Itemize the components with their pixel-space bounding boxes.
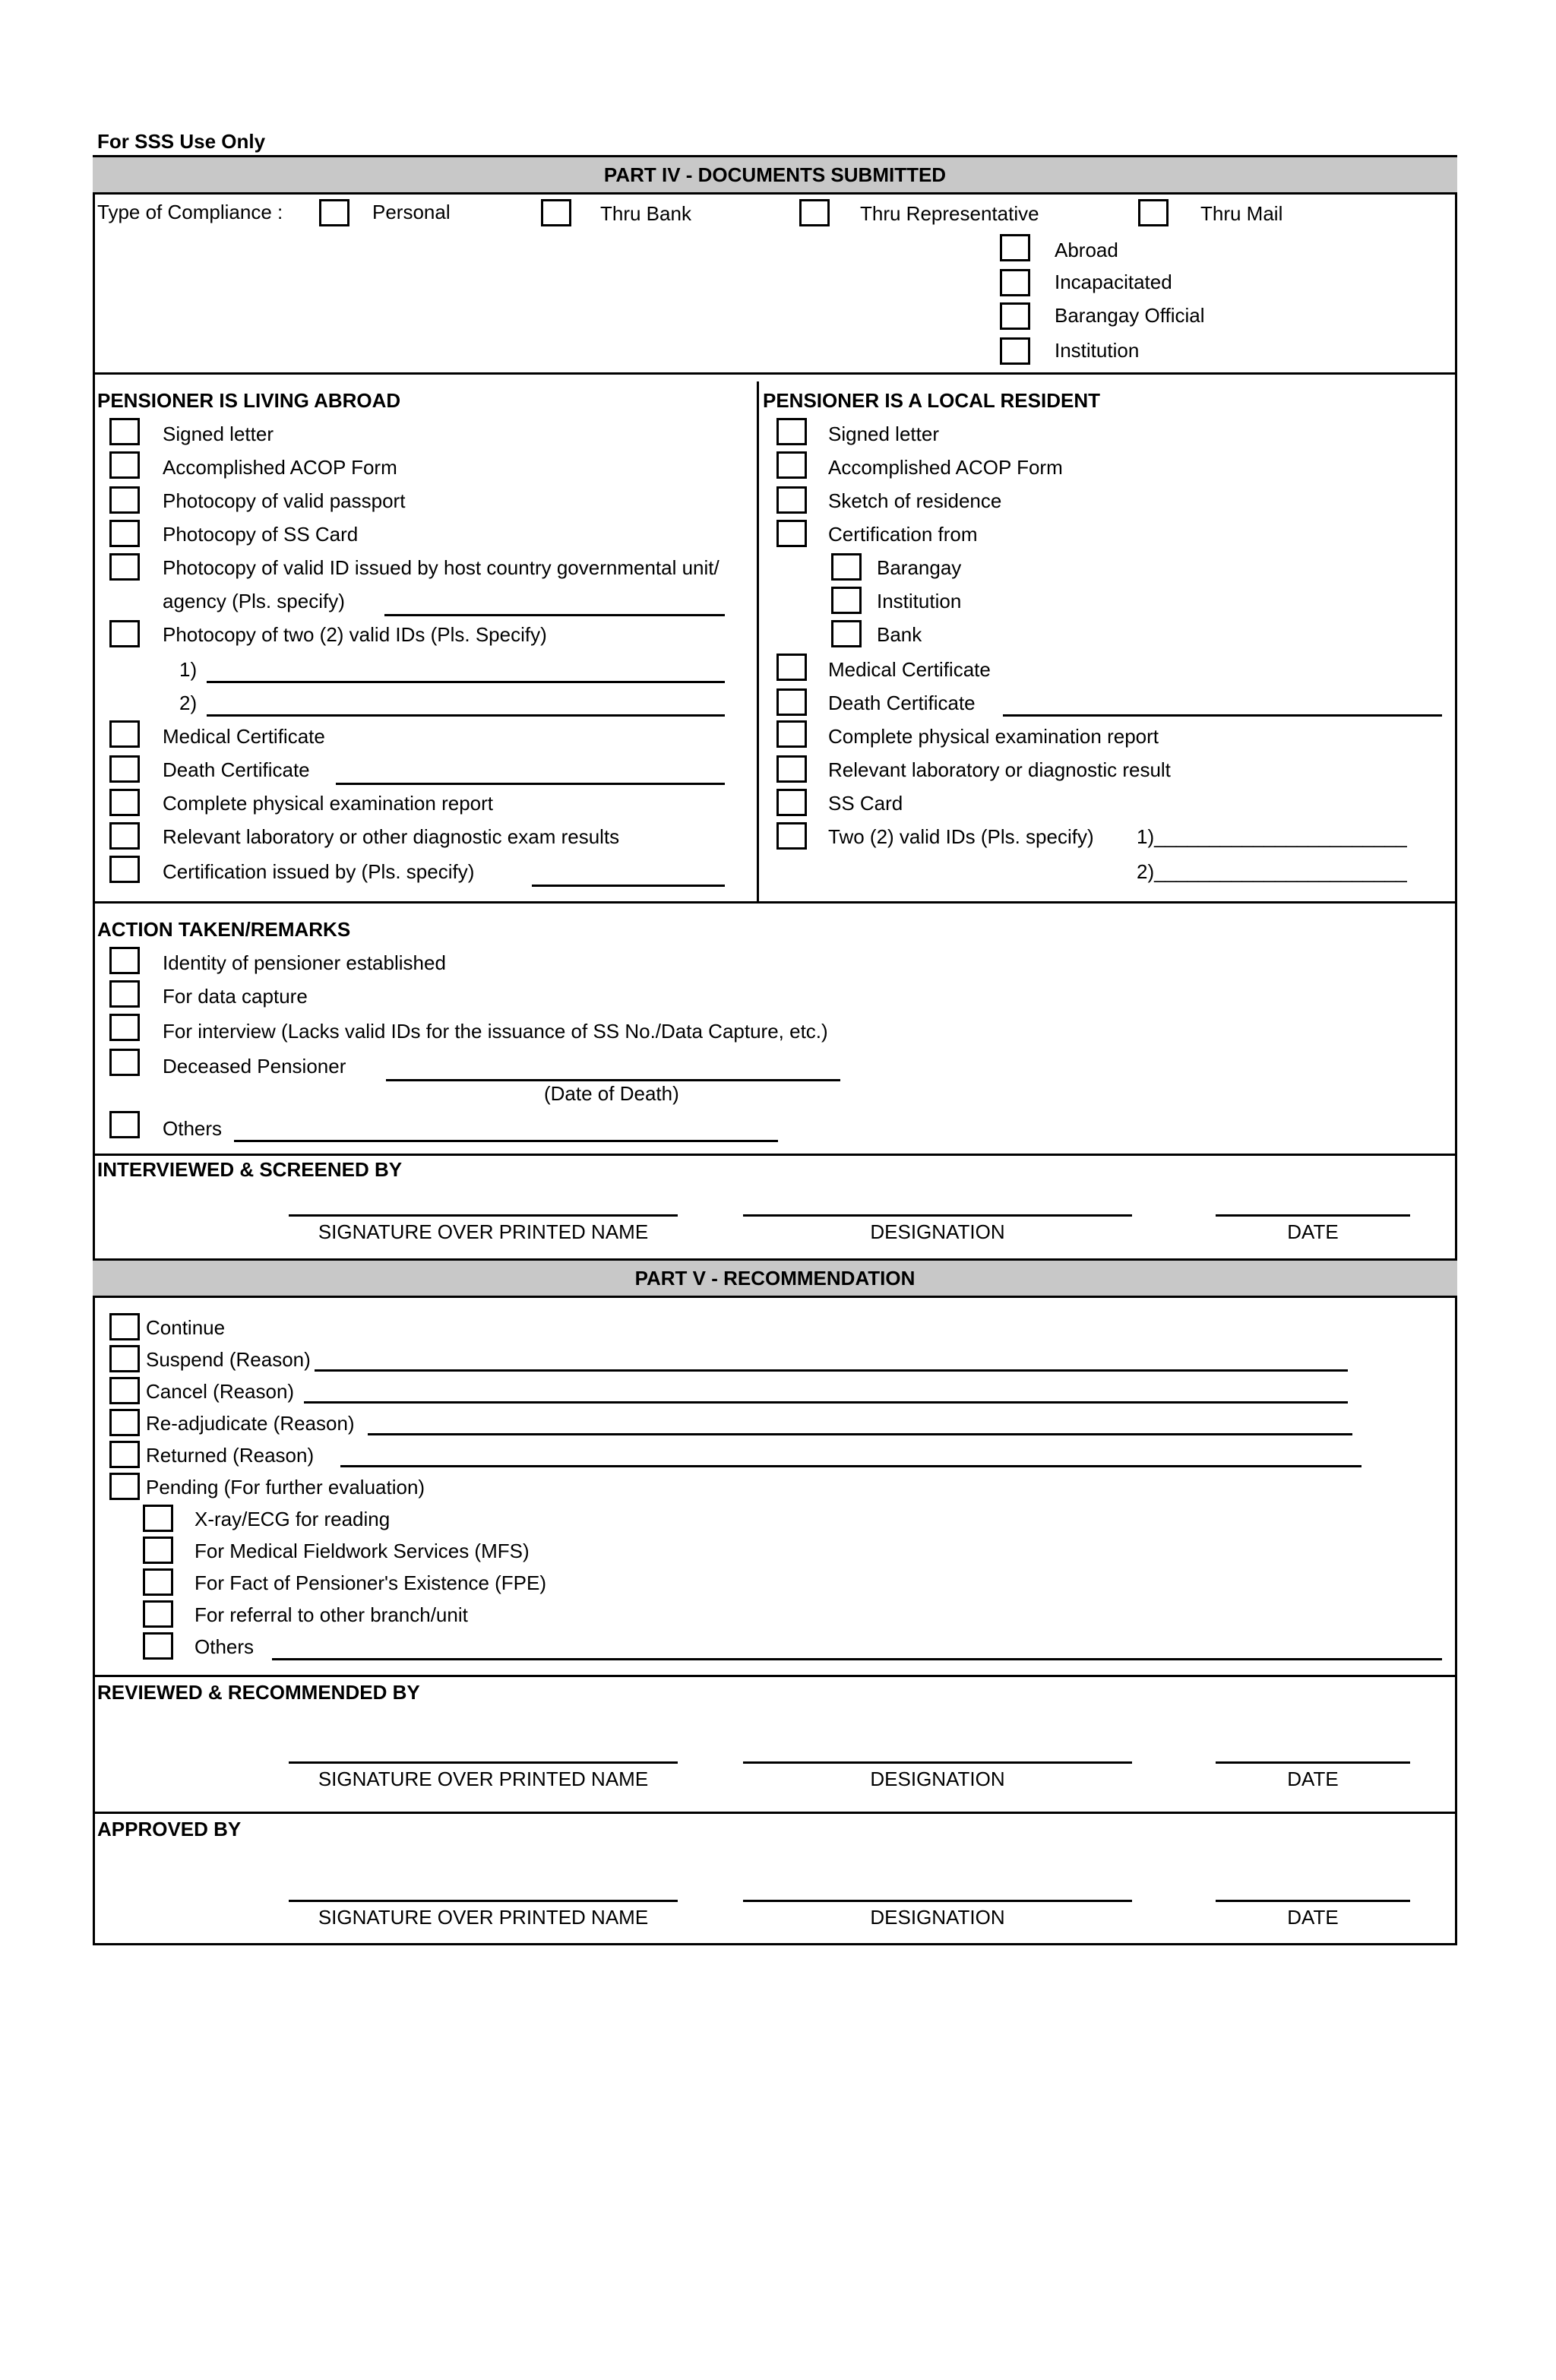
abroad-item: Photocopy of valid ID issued by host country governmental unit/	[163, 556, 719, 579]
divider	[93, 1812, 1457, 1814]
local-item: Bank	[877, 623, 922, 646]
cancel-reason-line[interactable]	[304, 1401, 1348, 1404]
abroad-id1-line[interactable]	[207, 681, 725, 683]
action-item: Identity of pensioner established	[163, 951, 446, 974]
recommendation-item: Pending (For further evaluation)	[146, 1476, 425, 1499]
checkbox-abroad-ss-card[interactable]	[109, 520, 140, 547]
designation-label: DESIGNATION	[870, 1906, 1005, 1929]
checkbox-abroad-certification[interactable]	[109, 856, 140, 883]
checkbox-suspend[interactable]	[109, 1345, 140, 1372]
checkbox-rep-barangay[interactable]	[1000, 302, 1030, 330]
checkbox-local-institution[interactable]	[831, 587, 862, 614]
checkbox-local-signed-letter[interactable]	[776, 418, 807, 445]
checkbox-action-others[interactable]	[109, 1111, 140, 1138]
reviewed-designation-line[interactable]	[743, 1761, 1132, 1764]
local-item: Accomplished ACOP Form	[828, 456, 1063, 479]
checkbox-abroad-signed-letter[interactable]	[109, 418, 140, 445]
checkbox-rep-institution[interactable]	[1000, 337, 1030, 365]
local-id2: 2)_______________________	[1137, 860, 1407, 883]
local-item: SS Card	[828, 792, 903, 815]
checkbox-continue[interactable]	[109, 1313, 140, 1340]
abroad-item: Death Certificate	[163, 758, 310, 781]
checkbox-abroad-passport[interactable]	[109, 486, 140, 514]
abroad-item: Photocopy of two (2) valid IDs (Pls. Specify)	[163, 623, 547, 646]
checkbox-abroad-physical[interactable]	[109, 789, 140, 816]
checkbox-local-sketch[interactable]	[776, 486, 807, 514]
checkbox-local-medical[interactable]	[776, 654, 807, 681]
abroad-item: Medical Certificate	[163, 725, 325, 748]
checkbox-local-death[interactable]	[776, 688, 807, 716]
checkbox-abroad-medical[interactable]	[109, 720, 140, 748]
suspend-reason-line[interactable]	[315, 1369, 1348, 1372]
pending-sub-item: X-ray/ECG for reading	[194, 1508, 391, 1530]
interviewed-signature-line[interactable]	[289, 1214, 678, 1217]
action-others-line[interactable]	[234, 1140, 778, 1142]
checkbox-action-identity[interactable]	[109, 947, 140, 974]
action-item: For interview (Lacks valid IDs for the issuance of SS No./Data Capture, etc.)	[163, 1020, 828, 1043]
compliance-mail-label: Thru Mail	[1200, 202, 1283, 225]
recommendation-item: Re-adjudicate (Reason)	[146, 1412, 355, 1435]
signature-label: SIGNATURE OVER PRINTED NAME	[318, 1906, 649, 1929]
checkbox-xray[interactable]	[143, 1505, 173, 1532]
checkbox-thru-bank[interactable]	[541, 199, 571, 226]
checkbox-personal[interactable]	[319, 199, 349, 226]
local-id1: 1)_______________________	[1137, 825, 1407, 848]
checkbox-action-interview[interactable]	[109, 1014, 140, 1041]
compliance-personal-label: Personal	[372, 201, 451, 223]
divider	[93, 372, 1457, 375]
rep-institution-label: Institution	[1055, 339, 1140, 362]
date-label: DATE	[1287, 1220, 1339, 1243]
checkbox-abroad-two-ids[interactable]	[109, 620, 140, 647]
local-item: Death Certificate	[828, 692, 976, 714]
abroad-title: PENSIONER IS LIVING ABROAD	[97, 389, 401, 412]
compliance-label: Type of Compliance :	[97, 201, 283, 223]
sss-use-only-label: For SSS Use Only	[97, 130, 266, 153]
designation-label: DESIGNATION	[870, 1768, 1005, 1790]
checkbox-local-ss-card[interactable]	[776, 789, 807, 816]
checkbox-local-barangay[interactable]	[831, 553, 862, 581]
date-label: DATE	[1287, 1768, 1339, 1790]
recommendation-item: Suspend (Reason)	[146, 1348, 311, 1371]
rep-barangay-label: Barangay Official	[1055, 304, 1205, 327]
reviewed-title: REVIEWED & RECOMMENDED BY	[97, 1681, 420, 1704]
pending-sub-item: For Fact of Pensioner's Existence (FPE)	[194, 1571, 547, 1594]
abroad-item: Complete physical examination report	[163, 792, 493, 815]
checkbox-local-acop[interactable]	[776, 451, 807, 479]
abroad-item: Certification issued by (Pls. specify)	[163, 860, 475, 883]
divider	[93, 901, 1457, 904]
local-item: Institution	[877, 590, 962, 612]
part5-header: PART V - RECOMMENDATION	[93, 1258, 1457, 1298]
interviewed-designation-line[interactable]	[743, 1214, 1132, 1217]
checkbox-local-lab[interactable]	[776, 755, 807, 783]
local-title: PENSIONER IS A LOCAL RESIDENT	[763, 389, 1100, 412]
local-item: Signed letter	[828, 423, 939, 445]
readjudicate-reason-line[interactable]	[368, 1433, 1352, 1435]
designation-label: DESIGNATION	[870, 1220, 1005, 1243]
checkbox-abroad-lab[interactable]	[109, 822, 140, 850]
local-item: Medical Certificate	[828, 658, 991, 681]
local-item: Sketch of residence	[828, 489, 1002, 512]
interviewed-title: INTERVIEWED & SCREENED BY	[97, 1158, 403, 1181]
checkbox-abroad-acop[interactable]	[109, 451, 140, 479]
action-item: Others	[163, 1117, 223, 1140]
abroad-agency-line[interactable]	[384, 614, 725, 616]
checkbox-thru-representative[interactable]	[799, 199, 830, 226]
checkbox-local-certification[interactable]	[776, 520, 807, 547]
checkbox-action-data-capture[interactable]	[109, 980, 140, 1008]
signature-label: SIGNATURE OVER PRINTED NAME	[318, 1220, 649, 1243]
approved-date-line[interactable]	[1216, 1900, 1410, 1902]
part4-header: PART IV - DOCUMENTS SUBMITTED	[93, 155, 1457, 195]
abroad-item: Accomplished ACOP Form	[163, 456, 397, 479]
abroad-id2-label: 2)	[179, 692, 198, 714]
checkbox-returned[interactable]	[109, 1441, 140, 1468]
checkbox-action-deceased[interactable]	[109, 1049, 140, 1076]
action-title: ACTION TAKEN/REMARKS	[97, 918, 351, 941]
checkbox-abroad-valid-id[interactable]	[109, 553, 140, 581]
checkbox-fpe[interactable]	[143, 1568, 173, 1596]
checkbox-pending[interactable]	[109, 1473, 140, 1500]
local-item: Certification from	[828, 523, 978, 546]
rep-abroad-label: Abroad	[1055, 239, 1118, 261]
abroad-item: Photocopy of SS Card	[163, 523, 359, 546]
local-item: Relevant laboratory or diagnostic result	[828, 758, 1171, 781]
approved-signature-line[interactable]	[289, 1900, 678, 1902]
local-item: Complete physical examination report	[828, 725, 1159, 748]
approved-title: APPROVED BY	[97, 1818, 242, 1840]
local-item: Two (2) valid IDs (Pls. specify)	[828, 825, 1094, 848]
approved-designation-line[interactable]	[743, 1900, 1132, 1902]
abroad-death-line[interactable]	[336, 783, 725, 785]
abroad-item: Signed letter	[163, 423, 274, 445]
recommendation-item: Cancel (Reason)	[146, 1380, 295, 1403]
checkbox-local-two-ids[interactable]	[776, 822, 807, 850]
pending-sub-item: For referral to other branch/unit	[194, 1603, 468, 1626]
checkbox-local-physical[interactable]	[776, 720, 807, 748]
pending-sub-item: For Medical Fieldwork Services (MFS)	[194, 1540, 530, 1562]
checkbox-mfs[interactable]	[143, 1537, 173, 1564]
recommendation-item: Continue	[146, 1316, 226, 1339]
abroad-cert-line[interactable]	[532, 885, 725, 887]
checkbox-readjudicate[interactable]	[109, 1409, 140, 1436]
date-of-death-line[interactable]	[386, 1079, 840, 1081]
abroad-id1-label: 1)	[179, 658, 198, 681]
abroad-item: Relevant laboratory or other diagnostic exam results	[163, 825, 620, 848]
checkbox-pending-others[interactable]	[143, 1632, 173, 1660]
divider	[93, 1154, 1457, 1156]
reviewed-signature-line[interactable]	[289, 1761, 678, 1764]
divider	[93, 1675, 1457, 1677]
compliance-representative-label: Thru Representative	[860, 202, 1039, 225]
abroad-item: agency (Pls. specify)	[163, 590, 345, 612]
recommendation-item: Returned (Reason)	[146, 1444, 315, 1467]
action-item: For data capture	[163, 985, 308, 1008]
checkbox-cancel[interactable]	[109, 1377, 140, 1404]
pending-others-line[interactable]	[272, 1658, 1442, 1660]
checkbox-local-bank[interactable]	[831, 620, 862, 647]
abroad-id2-line[interactable]	[207, 714, 725, 717]
action-item: Deceased Pensioner	[163, 1055, 346, 1078]
compliance-bank-label: Thru Bank	[600, 202, 691, 225]
checkbox-thru-mail[interactable]	[1138, 199, 1169, 226]
column-divider	[757, 381, 759, 901]
date-label: DATE	[1287, 1906, 1339, 1929]
checkbox-abroad-death[interactable]	[109, 755, 140, 783]
returned-reason-line[interactable]	[340, 1465, 1362, 1467]
date-of-death-label: (Date of Death)	[544, 1082, 679, 1105]
rep-incapacitated-label: Incapacitated	[1055, 271, 1172, 293]
interviewed-date-line[interactable]	[1216, 1214, 1410, 1217]
checkbox-referral[interactable]	[143, 1600, 173, 1628]
pending-sub-item: Others	[194, 1635, 255, 1658]
signature-label: SIGNATURE OVER PRINTED NAME	[318, 1768, 649, 1790]
local-item: Barangay	[877, 556, 962, 579]
reviewed-date-line[interactable]	[1216, 1761, 1410, 1764]
checkbox-rep-abroad[interactable]	[1000, 234, 1030, 261]
abroad-item: Photocopy of valid passport	[163, 489, 406, 512]
local-death-line[interactable]	[1003, 714, 1442, 717]
checkbox-rep-incapacitated[interactable]	[1000, 269, 1030, 296]
